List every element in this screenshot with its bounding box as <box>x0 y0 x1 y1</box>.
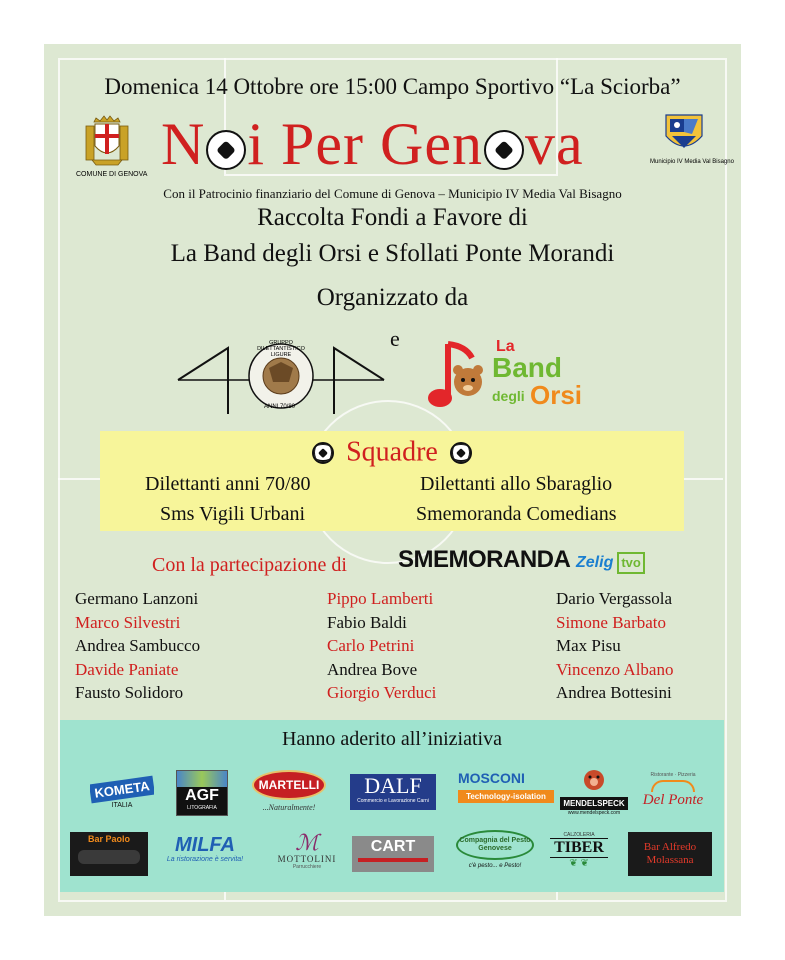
sponsor-milfa-name: MILFA <box>175 834 235 856</box>
comune-genova-emblem <box>76 114 148 178</box>
teams-panel <box>100 431 684 531</box>
sponsor-bar-paolo-name: Bar Paolo <box>87 834 130 844</box>
guests-column-3 <box>556 587 673 705</box>
sponsor-mosconi-sub: Technology-isolation <box>458 790 554 803</box>
sponsor-tiber-name: TIBER <box>550 838 608 858</box>
sponsor-bar-alfredo <box>628 832 712 876</box>
title-letter-n: N <box>161 111 206 177</box>
sponsor-kometa <box>90 774 154 814</box>
sponsor-cart <box>352 836 434 872</box>
smemoranda-logo: SMEMORANDA <box>398 546 571 573</box>
sponsor-tiber <box>544 832 614 876</box>
guest-name: Carlo Petrini <box>327 636 415 655</box>
sponsor-del-ponte-sub: Ristorante · Pizzeria <box>650 772 696 778</box>
sponsor-martelli <box>252 770 326 818</box>
guests-column-2 <box>327 587 436 705</box>
organized-by-label: Organizzato da <box>316 284 469 311</box>
municipio-caption: Municipio IV Media Val Bisagno <box>650 159 734 165</box>
guest-name: Dario Vergassola <box>556 589 672 608</box>
tiber-leaf-icon: ❦ ❦ <box>569 858 589 869</box>
sponsor-agf <box>176 770 228 816</box>
sponsor-mottolini <box>272 832 342 876</box>
sponsor-mendelspeck <box>560 768 628 818</box>
sponsor-kometa-sub: ITALIA <box>111 802 133 809</box>
municipio-shield-icon <box>662 112 706 154</box>
zelig-tv-logo <box>576 552 646 582</box>
zelig-logo-text: Zelig <box>576 554 614 571</box>
sponsor-kometa-name: KOMETA <box>90 776 154 804</box>
band-logo-la: La <box>496 338 515 355</box>
mottolini-monogram-icon: ℳ <box>295 832 319 855</box>
sponsor-dalf <box>350 774 436 810</box>
guest-name: Germano Lanzoni <box>75 589 199 608</box>
guest-name: Simone Barbato <box>556 612 667 632</box>
sponsor-dalf-name: DALF <box>364 774 422 798</box>
sponsor-compagnia-pesto <box>456 830 534 878</box>
guest-name: Fabio Baldi <box>327 612 407 632</box>
del-ponte-bridge-icon <box>651 780 695 792</box>
fundraiser-line-1: Raccolta Fondi a Favore di <box>257 204 528 231</box>
comune-genova-caption: COMUNE DI GENOVA <box>76 171 148 178</box>
gruppo-dilettantistico-years: ANNI 70/80 <box>264 404 296 410</box>
zelig-tv-text: tvo <box>617 552 645 574</box>
guest-name: Vincenzo Albano <box>556 659 674 679</box>
sponsor-bar-alfredo-name: Bar Alfredo Molassana <box>643 841 697 866</box>
agf-banner <box>177 771 227 787</box>
band-logo-orsi: Orsi <box>530 380 583 410</box>
sponsor-milfa <box>160 834 250 874</box>
sponsor-martelli-sub: ...Naturalmente! <box>262 803 316 812</box>
guest-name: Pippo Lamberti <box>327 589 434 608</box>
mendelspeck-pig-icon <box>582 768 606 792</box>
guest-name: Giorgio Verduci <box>327 683 437 702</box>
pesto-oval <box>456 830 534 860</box>
soccer-ball-icon <box>484 130 524 170</box>
sponsor-compagnia-pesto-sub: c'è pesto... e Pesto! <box>468 863 522 869</box>
sponsor-del-ponte-name: Del Ponte <box>642 792 704 808</box>
gruppo-dilettantistico-name: GRUPPO DILETTANTISTICO LIGURE <box>257 340 305 358</box>
team-left-1: Dilettanti anni 70/80 <box>145 473 311 495</box>
team-right-2: Smemoranda Comedians <box>416 503 617 525</box>
sponsor-cart-name: CART <box>370 838 416 855</box>
sponsor-dalf-sub: Commercio e Lavorazione Carni <box>357 798 429 804</box>
guest-name: Andrea Bottesini <box>556 683 672 702</box>
soccer-ball-icon <box>450 442 472 464</box>
event-poster <box>44 44 741 916</box>
title-middle: i Per Gen <box>247 111 483 177</box>
sponsor-bar-paolo <box>70 832 148 876</box>
sponsors-title: Hanno aderito all’iniziativa <box>282 728 502 750</box>
event-date-line: Domenica 14 Ottobre ore 15:00 Campo Sportivo “La Sciorba” <box>104 74 681 99</box>
band-logo-degli: degli <box>492 388 525 404</box>
gruppo-dilettantistico-logo <box>176 336 386 416</box>
guest-name: Andrea Sambucco <box>75 636 201 655</box>
bar-paolo-map-icon <box>78 850 140 864</box>
main-title <box>161 110 584 178</box>
sponsor-tiber-sub: CALZOLERIA <box>563 832 595 838</box>
title-ending: va <box>524 111 584 177</box>
fundraiser-line-2: La Band degli Orsi e Sfollati Ponte Morandi <box>170 240 615 267</box>
sponsor-mottolini-sub: Parrucchiere <box>292 864 322 870</box>
band-degli-orsi-logo <box>422 336 602 416</box>
sponsor-mosconi-name: MOSCONI <box>458 770 525 786</box>
sponsor-agf-sub: LITOGRAFIA <box>187 805 217 811</box>
guest-name: Andrea Bove <box>327 659 418 679</box>
team-right-1: Dilettanti allo Sbaraglio <box>420 473 613 495</box>
soccer-ball-icon <box>312 442 334 464</box>
sponsor-del-ponte <box>638 768 708 820</box>
sponsor-mendelspeck-sub: www.mendelspeck.com <box>567 810 621 816</box>
participation-label: Con la partecipazione di <box>152 554 347 576</box>
sponsor-mosconi <box>458 770 554 816</box>
municipio-emblem <box>650 112 734 165</box>
guest-name: Max Pisu <box>556 636 621 655</box>
guests-column-1 <box>75 587 200 705</box>
sponsors-panel <box>60 720 724 892</box>
sponsor-agf-name: AGF <box>185 787 219 804</box>
teams-title-text: Squadre <box>346 436 438 468</box>
team-left-2: Sms Vigili Urbani <box>160 503 306 525</box>
sponsor-mottolini-name: MOTTOLINI <box>277 854 337 864</box>
sponsor-compagnia-pesto-name: Compagnia del Pesto Genovese <box>459 837 531 852</box>
teams-title <box>100 435 684 469</box>
patronage-text: Con il Patrocinio finanziario del Comune di Genova – Municipio IV Media Val Bisagno <box>163 186 622 201</box>
sponsor-martelli-name: MARTELLI <box>252 770 326 800</box>
guest-name: Davide Paniate <box>75 659 179 679</box>
sponsor-mendelspeck-name: MENDELSPECK <box>560 797 628 810</box>
musical-note-bear-icon <box>422 336 502 416</box>
genova-coat-of-arms-icon <box>80 114 134 166</box>
band-logo-band: Band <box>492 352 562 383</box>
soccer-ball-icon <box>206 130 246 170</box>
organizers-conjunction: e <box>390 326 400 351</box>
guest-name: Marco Silvestri <box>75 612 181 632</box>
cart-stripe <box>358 858 428 862</box>
sponsor-milfa-sub: La ristorazione è servita! <box>166 856 244 863</box>
guest-name: Fausto Solidoro <box>75 683 184 702</box>
